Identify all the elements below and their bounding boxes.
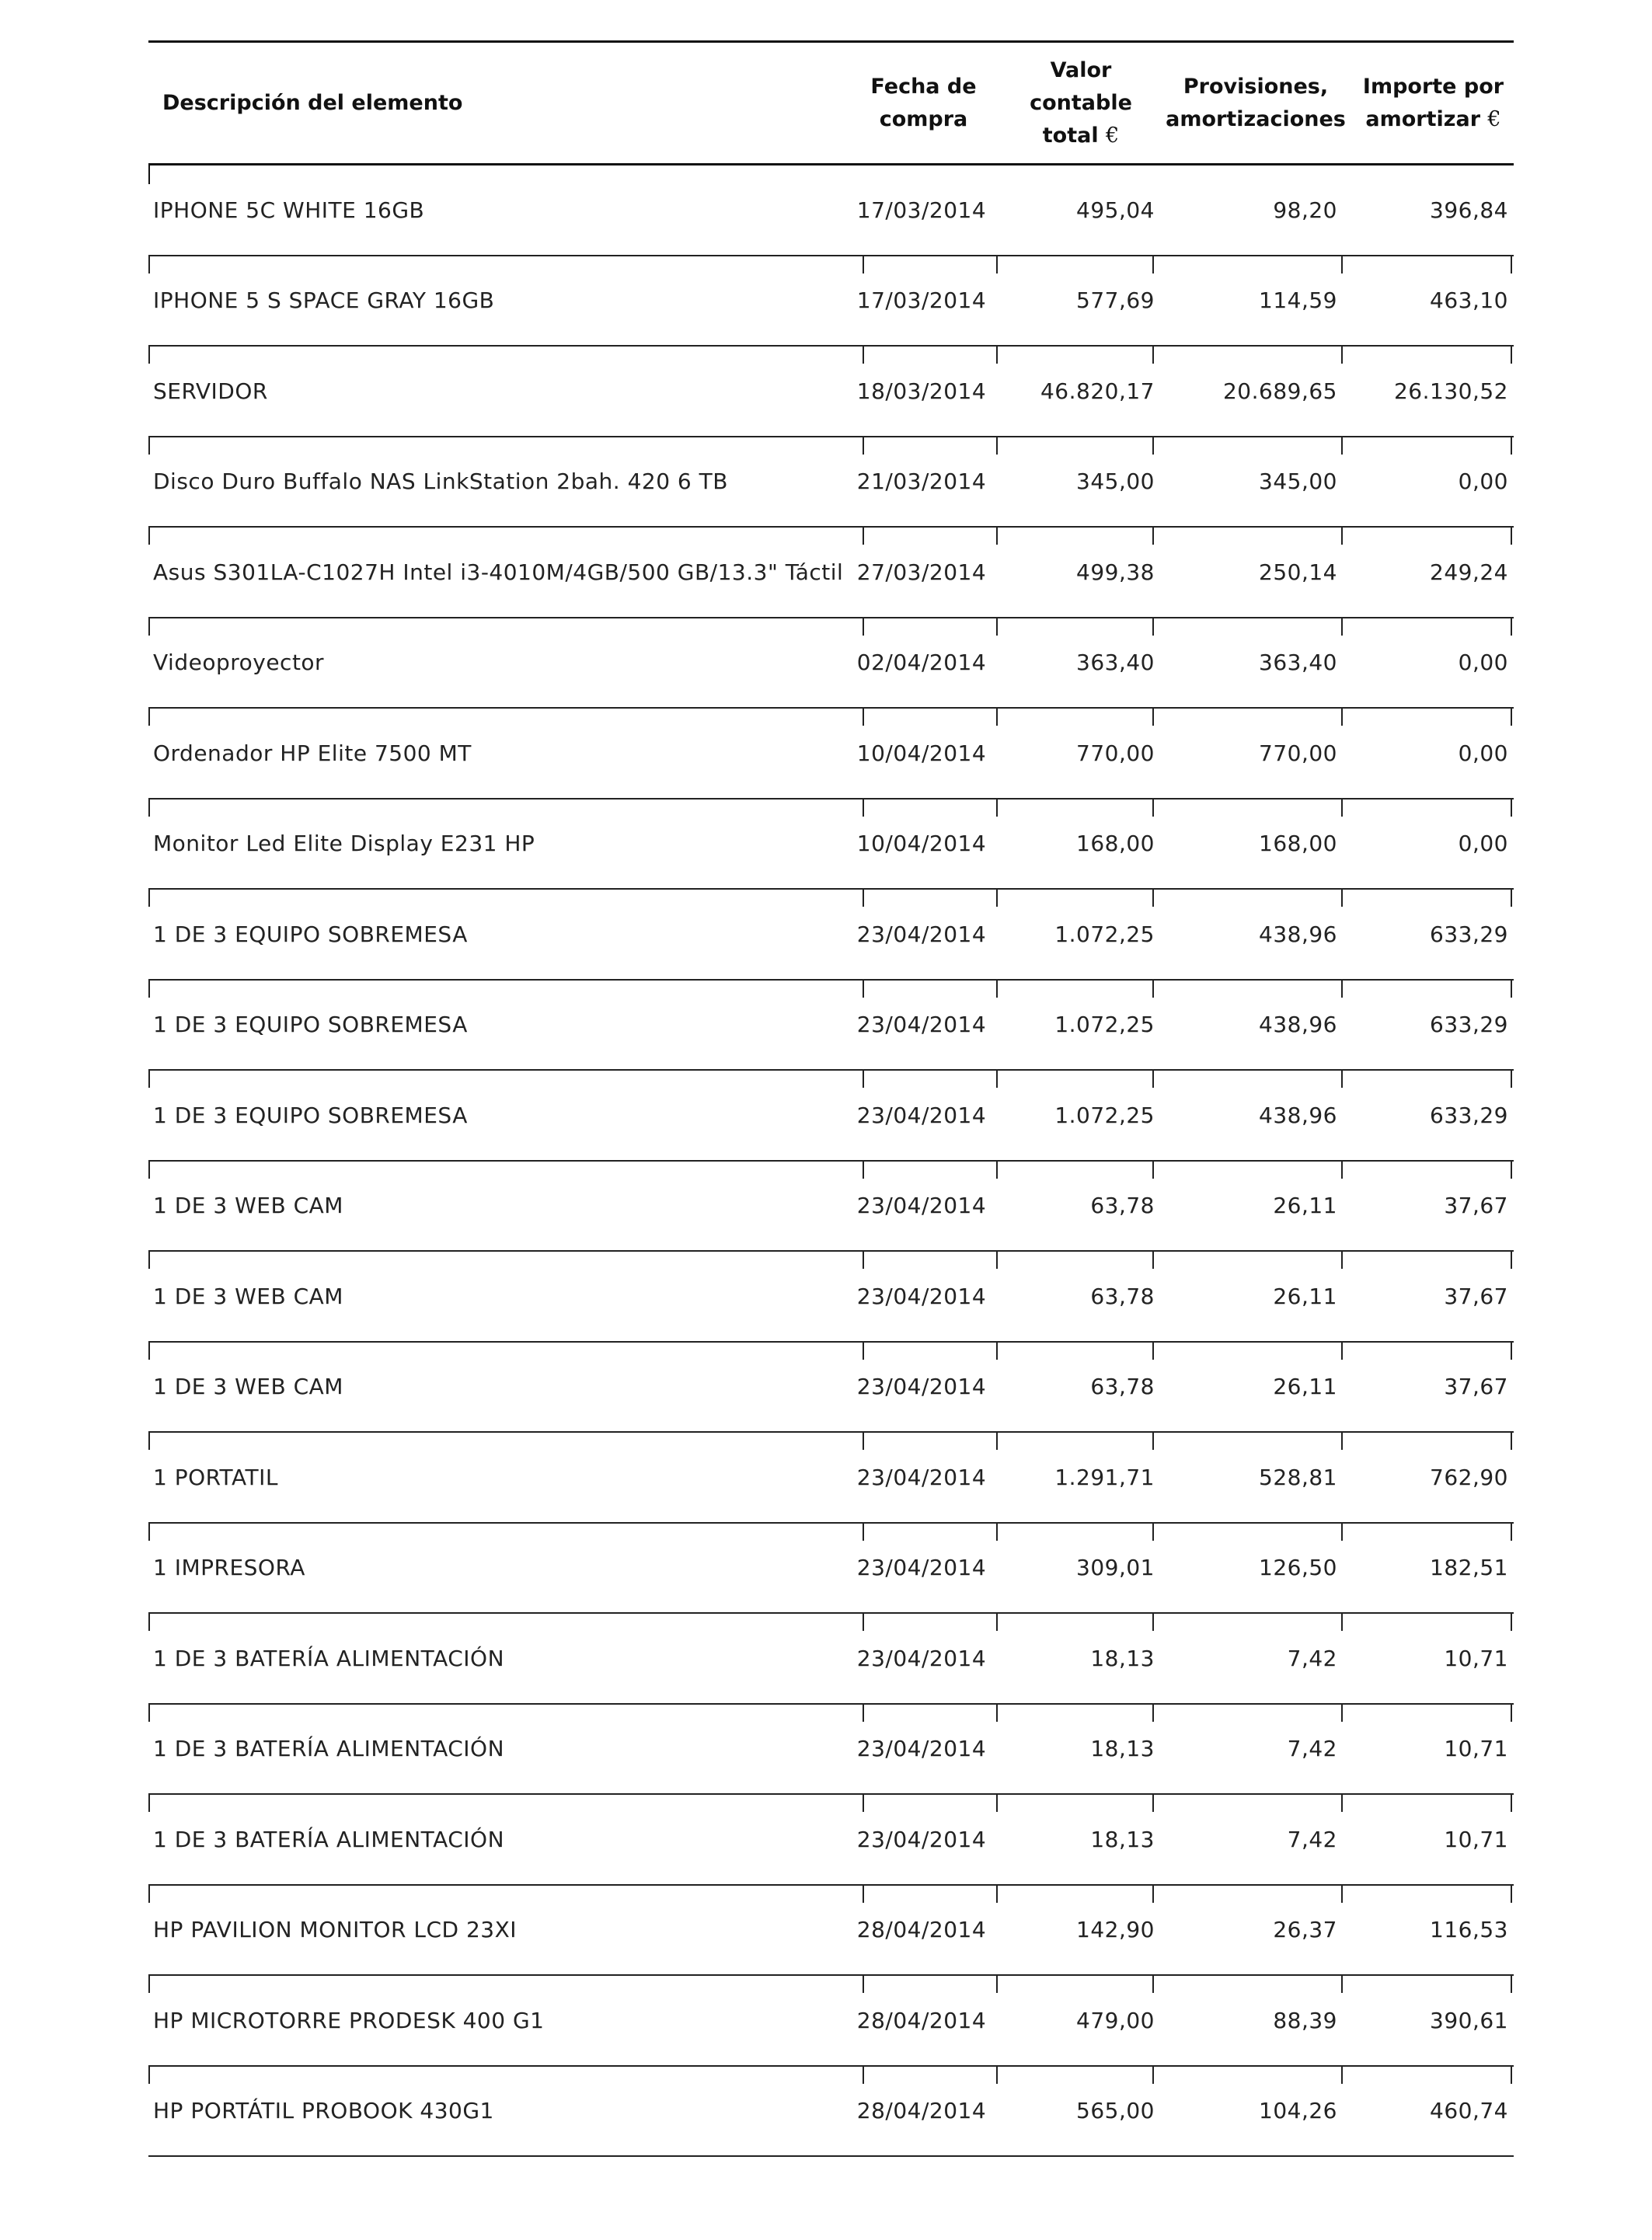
cell-provisions: 168,00 [1259,831,1337,856]
cell-amount-to-amortize: 762,90 [1430,1464,1508,1490]
cell-provisions: 438,96 [1259,921,1337,947]
cell-description: 1 DE 3 EQUIPO SOBREMESA [153,921,468,947]
cell-book-value: 63,78 [1090,1283,1155,1309]
cell-amount-to-amortize: 182,51 [1430,1555,1508,1580]
column-tick [1341,981,1343,998]
column-tick [1511,890,1512,907]
header-book-value-line2: contable [1030,90,1132,115]
column-tick [996,256,998,273]
column-tick [996,709,998,726]
cell-book-value: 1.291,71 [1054,1464,1155,1490]
cell-amount-to-amortize: 10,71 [1444,1645,1508,1671]
table-row [148,2067,1514,2158]
cell-provisions: 250,14 [1259,559,1337,585]
column-tick [148,1433,150,1450]
column-tick [996,1795,998,1812]
column-tick [1341,890,1343,907]
column-tick [148,1614,150,1631]
column-tick [996,1614,998,1631]
column-tick [1511,528,1512,545]
cell-book-value: 18,13 [1090,1645,1155,1671]
table-row [148,709,1514,800]
cell-book-value: 1.072,25 [1054,1012,1155,1037]
column-tick [148,1343,150,1360]
table-row [148,890,1514,981]
cell-provisions: 7,42 [1287,1736,1337,1761]
header-provisions [1162,43,1349,163]
column-tick [1511,1162,1512,1179]
header-book-value-line3: total [1042,123,1099,148]
cell-description: HP MICROTORRE PRODESK 400 G1 [153,2007,545,2033]
cell-amount-to-amortize: 0,00 [1458,469,1508,494]
column-tick [1341,1705,1343,1722]
column-tick [1341,2067,1343,2084]
cell-amount-to-amortize: 0,00 [1458,831,1508,856]
column-tick [1511,2067,1512,2084]
column-tick [996,1343,998,1360]
cell-description: Ordenador HP Elite 7500 MT [153,740,472,766]
cell-purchase-date: 27/03/2014 [856,559,987,585]
table-body [148,165,1514,2157]
cell-amount-to-amortize: 633,29 [1430,1012,1508,1037]
cell-purchase-date: 23/04/2014 [856,1464,987,1490]
cell-provisions: 104,26 [1259,2098,1337,2123]
column-tick [1511,347,1512,364]
cell-amount-to-amortize: 633,29 [1430,1102,1508,1128]
euro-symbol: € [1487,106,1501,131]
cell-amount-to-amortize: 0,00 [1458,740,1508,766]
cell-description: 1 DE 3 BATERÍA ALIMENTACIÓN [153,1736,505,1761]
column-tick [148,437,150,455]
table-row [148,1976,1514,2067]
column-tick [996,347,998,364]
table-row [148,528,1514,618]
cell-description: SERVIDOR [153,378,268,404]
table-row [148,1343,1514,1434]
row-corner-mark [148,165,150,184]
cell-amount-to-amortize: 249,24 [1430,559,1508,585]
table-row [148,618,1514,709]
cell-purchase-date: 23/04/2014 [856,1283,987,1309]
cell-provisions: 26,37 [1273,1917,1337,1942]
cell-book-value: 345,00 [1076,469,1155,494]
column-tick [1341,1071,1343,1088]
cell-purchase-date: 10/04/2014 [856,831,987,856]
column-tick [148,1071,150,1088]
column-tick [996,890,998,907]
header-book-value-line1: Valor [1050,57,1112,82]
column-tick [148,618,150,636]
column-tick [148,709,150,726]
cell-description: 1 DE 3 WEB CAM [153,1193,343,1218]
cell-purchase-date: 02/04/2014 [856,650,987,675]
cell-description: Asus S301LA-C1027H Intel i3-4010M/4GB/500 GB/13.3" Táctil [153,559,844,585]
column-tick [996,618,998,636]
cell-purchase-date: 23/04/2014 [856,1555,987,1580]
column-tick [1341,1162,1343,1179]
column-tick [1341,800,1343,817]
table-row [148,256,1514,347]
cell-amount-to-amortize: 37,67 [1444,1193,1508,1218]
table-row [148,1886,1514,1977]
column-tick [996,1071,998,1088]
cell-amount-to-amortize: 37,67 [1444,1283,1508,1309]
cell-amount-to-amortize: 26.130,52 [1393,378,1508,404]
cell-book-value: 770,00 [1076,740,1155,766]
table-row [148,1162,1514,1252]
cell-purchase-date: 23/04/2014 [856,1736,987,1761]
cell-description: Monitor Led Elite Display E231 HP [153,831,535,856]
column-tick [148,1705,150,1722]
column-tick [996,1433,998,1450]
table-row [148,1524,1514,1615]
header-purchase-date-line1: Fecha de [870,74,977,99]
table-row [148,437,1514,528]
column-tick [1511,1705,1512,1722]
cell-book-value: 142,90 [1076,1917,1155,1942]
cell-book-value: 577,69 [1076,287,1155,313]
column-tick [148,1252,150,1269]
cell-description: HP PAVILION MONITOR LCD 23XI [153,1917,518,1942]
cell-purchase-date: 28/04/2014 [856,2007,987,2033]
cell-purchase-date: 23/04/2014 [856,1826,987,1852]
cell-provisions: 438,96 [1259,1012,1337,1037]
header-description [162,43,862,163]
column-tick [1341,1433,1343,1450]
column-tick [996,1162,998,1179]
cell-description: 1 DE 3 WEB CAM [153,1283,343,1309]
cell-amount-to-amortize: 37,67 [1444,1374,1508,1399]
header-amount-line1: Importe por [1362,74,1504,99]
header-purchase-date-line2: compra [879,106,968,131]
column-tick [148,1524,150,1541]
column-tick [1511,1071,1512,1088]
column-tick [1511,1343,1512,1360]
header-provisions-line2: amortizaciones [1166,106,1346,131]
column-tick [1511,1252,1512,1269]
cell-book-value: 46.820,17 [1040,378,1155,404]
column-tick [1341,1343,1343,1360]
table-row [148,1795,1514,1886]
cell-purchase-date: 21/03/2014 [856,469,987,494]
cell-description: IPHONE 5 S SPACE GRAY 16GB [153,287,495,313]
cell-book-value: 63,78 [1090,1374,1155,1399]
column-tick [996,1252,998,1269]
cell-book-value: 63,78 [1090,1193,1155,1218]
table-row [148,165,1514,256]
column-tick [1341,1795,1343,1812]
cell-book-value: 1.072,25 [1054,1102,1155,1128]
cell-description: HP PORTÁTIL PROBOOK 430G1 [153,2098,494,2123]
column-tick [1511,1886,1512,1903]
cell-purchase-date: 28/04/2014 [856,1917,987,1942]
cell-provisions: 528,81 [1259,1464,1337,1490]
column-tick [148,1795,150,1812]
table-row [148,1433,1514,1524]
column-tick [1511,437,1512,455]
column-tick [1341,347,1343,364]
column-tick [996,2067,998,2084]
cell-description: 1 DE 3 EQUIPO SOBREMESA [153,1012,468,1037]
cell-provisions: 26,11 [1273,1374,1337,1399]
header-purchase-date [852,43,995,163]
column-tick [996,1886,998,1903]
column-tick [148,1886,150,1903]
cell-provisions: 126,50 [1259,1555,1337,1580]
column-tick [1341,1886,1343,1903]
cell-book-value: 479,00 [1076,2007,1155,2033]
column-tick [996,1524,998,1541]
cell-provisions: 26,11 [1273,1283,1337,1309]
column-tick [148,1976,150,1993]
table-row [148,1071,1514,1162]
column-tick [1341,1252,1343,1269]
header-amount-line2: amortizar [1365,106,1481,131]
column-tick [1341,1524,1343,1541]
cell-book-value: 363,40 [1076,650,1155,675]
column-tick [1341,618,1343,636]
header-description-label: Descripción del elemento [162,90,463,115]
euro-symbol: € [1106,123,1120,148]
cell-description: 1 IMPRESORA [153,1555,305,1580]
column-tick [1511,1795,1512,1812]
column-tick [1511,800,1512,817]
cell-purchase-date: 23/04/2014 [856,1012,987,1037]
column-tick [1341,437,1343,455]
cell-book-value: 565,00 [1076,2098,1155,2123]
cell-description: 1 DE 3 BATERÍA ALIMENTACIÓN [153,1826,505,1852]
cell-provisions: 88,39 [1273,2007,1337,2033]
table-row [148,1252,1514,1343]
column-tick [996,528,998,545]
column-tick [1341,528,1343,545]
cell-book-value: 18,13 [1090,1736,1155,1761]
cell-purchase-date: 23/04/2014 [856,1102,987,1128]
cell-description: 1 DE 3 WEB CAM [153,1374,343,1399]
cell-book-value: 499,38 [1076,559,1155,585]
table-row [148,800,1514,890]
cell-purchase-date: 18/03/2014 [856,378,987,404]
cell-book-value: 18,13 [1090,1826,1155,1852]
cell-purchase-date: 23/04/2014 [856,921,987,947]
cell-book-value: 168,00 [1076,831,1155,856]
cell-provisions: 363,40 [1259,650,1337,675]
cell-description: 1 DE 3 BATERÍA ALIMENTACIÓN [153,1645,505,1671]
column-tick [148,528,150,545]
header-provisions-line1: Provisiones, [1183,74,1329,99]
cell-purchase-date: 28/04/2014 [856,2098,987,2123]
cell-description: 1 PORTATIL [153,1464,278,1490]
cell-purchase-date: 17/03/2014 [856,287,987,313]
cell-amount-to-amortize: 633,29 [1430,921,1508,947]
cell-purchase-date: 17/03/2014 [856,197,987,223]
column-tick [1341,1614,1343,1631]
column-tick [148,256,150,273]
table-row [148,1614,1514,1705]
column-tick [148,2067,150,2084]
column-tick [996,1976,998,1993]
cell-provisions: 20.689,65 [1222,378,1337,404]
column-tick [148,1162,150,1179]
table-row [148,347,1514,437]
column-tick [996,981,998,998]
cell-book-value: 309,01 [1076,1555,1155,1580]
column-tick [1511,618,1512,636]
cell-amount-to-amortize: 390,61 [1430,2007,1508,2033]
column-tick [1511,981,1512,998]
column-tick [148,890,150,907]
cell-provisions: 345,00 [1259,469,1337,494]
column-tick [1511,1433,1512,1450]
cell-purchase-date: 10/04/2014 [856,740,987,766]
cell-description: Videoproyector [153,650,325,675]
cell-book-value: 495,04 [1076,197,1155,223]
column-tick [1511,256,1512,273]
column-tick [148,981,150,998]
table-row [148,981,1514,1071]
cell-provisions: 7,42 [1287,1826,1337,1852]
column-tick [1511,709,1512,726]
cell-amount-to-amortize: 463,10 [1430,287,1508,313]
column-tick [996,800,998,817]
header-amount-to-amortize [1353,43,1514,163]
cell-provisions: 98,20 [1273,197,1337,223]
cell-description: 1 DE 3 EQUIPO SOBREMESA [153,1102,468,1128]
table-row [148,1705,1514,1796]
cell-description: IPHONE 5C WHITE 16GB [153,197,425,223]
cell-provisions: 438,96 [1259,1102,1337,1128]
cell-amount-to-amortize: 396,84 [1430,197,1508,223]
column-tick [1511,1614,1512,1631]
cell-amount-to-amortize: 460,74 [1430,2098,1508,2123]
cell-purchase-date: 23/04/2014 [856,1645,987,1671]
cell-book-value: 1.072,25 [1054,921,1155,947]
column-tick [148,800,150,817]
column-tick [1341,256,1343,273]
assets-table [148,40,1514,2157]
column-tick [996,437,998,455]
cell-provisions: 7,42 [1287,1645,1337,1671]
cell-amount-to-amortize: 10,71 [1444,1826,1508,1852]
cell-provisions: 770,00 [1259,740,1337,766]
cell-purchase-date: 23/04/2014 [856,1374,987,1399]
column-tick [148,347,150,364]
cell-provisions: 114,59 [1259,287,1337,313]
cell-amount-to-amortize: 10,71 [1444,1736,1508,1761]
cell-purchase-date: 23/04/2014 [856,1193,987,1218]
column-tick [1511,1524,1512,1541]
table-header [148,40,1514,165]
column-tick [1341,709,1343,726]
column-tick [996,1705,998,1722]
cell-amount-to-amortize: 116,53 [1430,1917,1508,1942]
column-tick [1511,1976,1512,1993]
header-book-value [999,43,1162,163]
column-tick [1341,1976,1343,1993]
cell-description: Disco Duro Buffalo NAS LinkStation 2bah. 420 6 TB [153,469,728,494]
cell-provisions: 26,11 [1273,1193,1337,1218]
cell-amount-to-amortize: 0,00 [1458,650,1508,675]
